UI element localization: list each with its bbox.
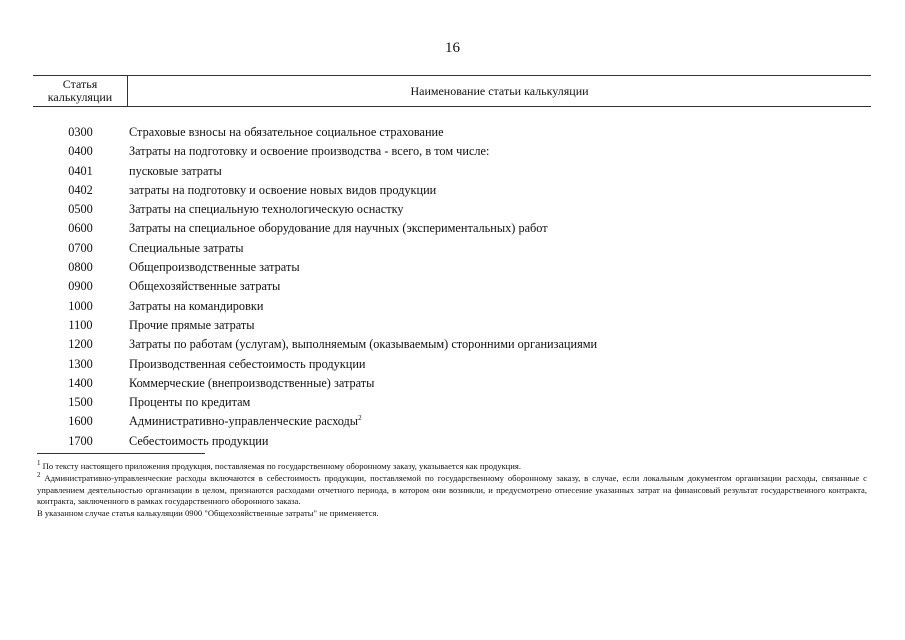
row-name-text: Затраты на командировки	[129, 298, 264, 313]
row-name-text: Себестоимость продукции	[129, 433, 269, 448]
table-row	[33, 316, 871, 335]
row-name	[128, 219, 548, 238]
page-number: 16	[445, 40, 460, 56]
table-row	[33, 162, 871, 181]
row-code: 0401	[68, 163, 93, 178]
table-body	[33, 123, 871, 451]
row-code: 1300	[68, 356, 93, 371]
row-name-text: Специальные затраты	[129, 240, 244, 255]
row-code: 1400	[68, 375, 93, 390]
row-code: 1200	[68, 337, 93, 352]
row-code: 0600	[68, 221, 93, 236]
table-row	[33, 219, 871, 238]
table-row	[33, 239, 871, 258]
row-name	[128, 162, 222, 181]
table-row	[33, 277, 871, 296]
row-code: 1700	[68, 433, 93, 448]
row-name-text: Производственная себестоимость продукции	[129, 356, 366, 371]
footnote-2: $^2$ Административно-управленческие расходы включаются в себестоимость продукции, поставляемой по государственному оборонному заказу, в случае, если локальным документом организации расходы, связанные с управлением деятельностью организации в целом, признаются расходами отчетного периода, в котором они возникли, и предусмотрено отнесение указанных затрат на финансовый результат государственного контракта, контракта, заключенного в рамках государственного оборонного заказа.	[37, 470, 867, 507]
row-name	[128, 181, 436, 200]
row-name	[128, 335, 597, 354]
row-name-text: Коммерческие (внепроизводственные) затраты	[129, 375, 375, 390]
table-row	[33, 335, 871, 354]
row-name-text: Затраты на специальное оборудование для научных (экспериментальных) работ	[129, 221, 548, 236]
table-row	[33, 393, 871, 412]
table-row	[33, 374, 871, 393]
row-code: 1500	[68, 395, 93, 410]
table-row	[33, 258, 871, 277]
row-code: 1100	[68, 317, 93, 332]
row-code: 0500	[68, 202, 93, 217]
row-name	[128, 200, 404, 219]
header-code: Статья калькуляции	[33, 76, 128, 106]
footnote-2-continuation: В указанном случае статья калькуляции 0900 "Общехозяйственные затраты" не применяется.	[37, 508, 379, 519]
row-name-text: Затраты по работам (услугам), выполняемым (оказываемым) сторонними организациями	[129, 337, 598, 352]
row-code: 0700	[68, 240, 93, 255]
row-name	[128, 412, 362, 431]
row-name	[128, 316, 255, 335]
row-name-text: Общепроизводственные затраты	[129, 260, 300, 275]
table-row	[33, 355, 871, 374]
row-name-text: пусковые затраты	[129, 163, 222, 178]
row-name	[128, 393, 250, 412]
row-name	[128, 374, 374, 393]
row-code: 1600	[68, 414, 93, 429]
footnote-separator	[37, 453, 205, 454]
row-name	[128, 277, 280, 296]
row-name-text: Общехозяйственные затраты	[129, 279, 281, 294]
row-name-text: Прочие прямые затраты	[129, 317, 255, 332]
row-name	[128, 239, 244, 258]
footnote-ref: 2	[358, 414, 362, 423]
row-name-text: Затраты на подготовку и освоение производства - всего, в том числе:	[129, 144, 490, 159]
row-name	[128, 355, 365, 374]
row-name	[128, 432, 268, 451]
row-name	[128, 297, 263, 316]
row-code: 0400	[68, 144, 93, 159]
row-code: 0800	[68, 260, 93, 275]
row-name-text: Страховые взносы на обязательное социальное страхование	[129, 125, 444, 139]
row-code: 0900	[68, 279, 93, 294]
row-code: 0300	[68, 125, 93, 139]
table-row	[33, 412, 871, 431]
table-row	[33, 432, 871, 451]
table-header	[33, 75, 871, 107]
row-code: 1000	[68, 298, 93, 313]
row-name	[128, 258, 300, 277]
footnotes	[37, 461, 867, 520]
row-name-text: Проценты по кредитам	[129, 395, 251, 410]
row-name-text: Затраты на специальную технологическую оснастку	[129, 202, 404, 217]
table-row	[33, 181, 871, 200]
table-row	[33, 297, 871, 316]
table-row	[33, 200, 871, 219]
row-code: 0402	[68, 182, 93, 197]
row-name	[128, 123, 444, 142]
header-name: Наименование статьи калькуляции	[410, 84, 589, 98]
table-row	[33, 123, 871, 142]
row-name-text: затраты на подготовку и освоение новых видов продукции	[129, 182, 437, 197]
row-name-text: Административно-управленческие расходы	[129, 414, 359, 429]
row-name	[128, 142, 489, 161]
calculation-items-table	[33, 75, 871, 451]
footnote-1: $^1$ По тексту настоящего приложения продукция, поставляемая по государственному оборонному заказу, указывается как продукция.	[37, 459, 521, 471]
table-row	[33, 142, 871, 161]
